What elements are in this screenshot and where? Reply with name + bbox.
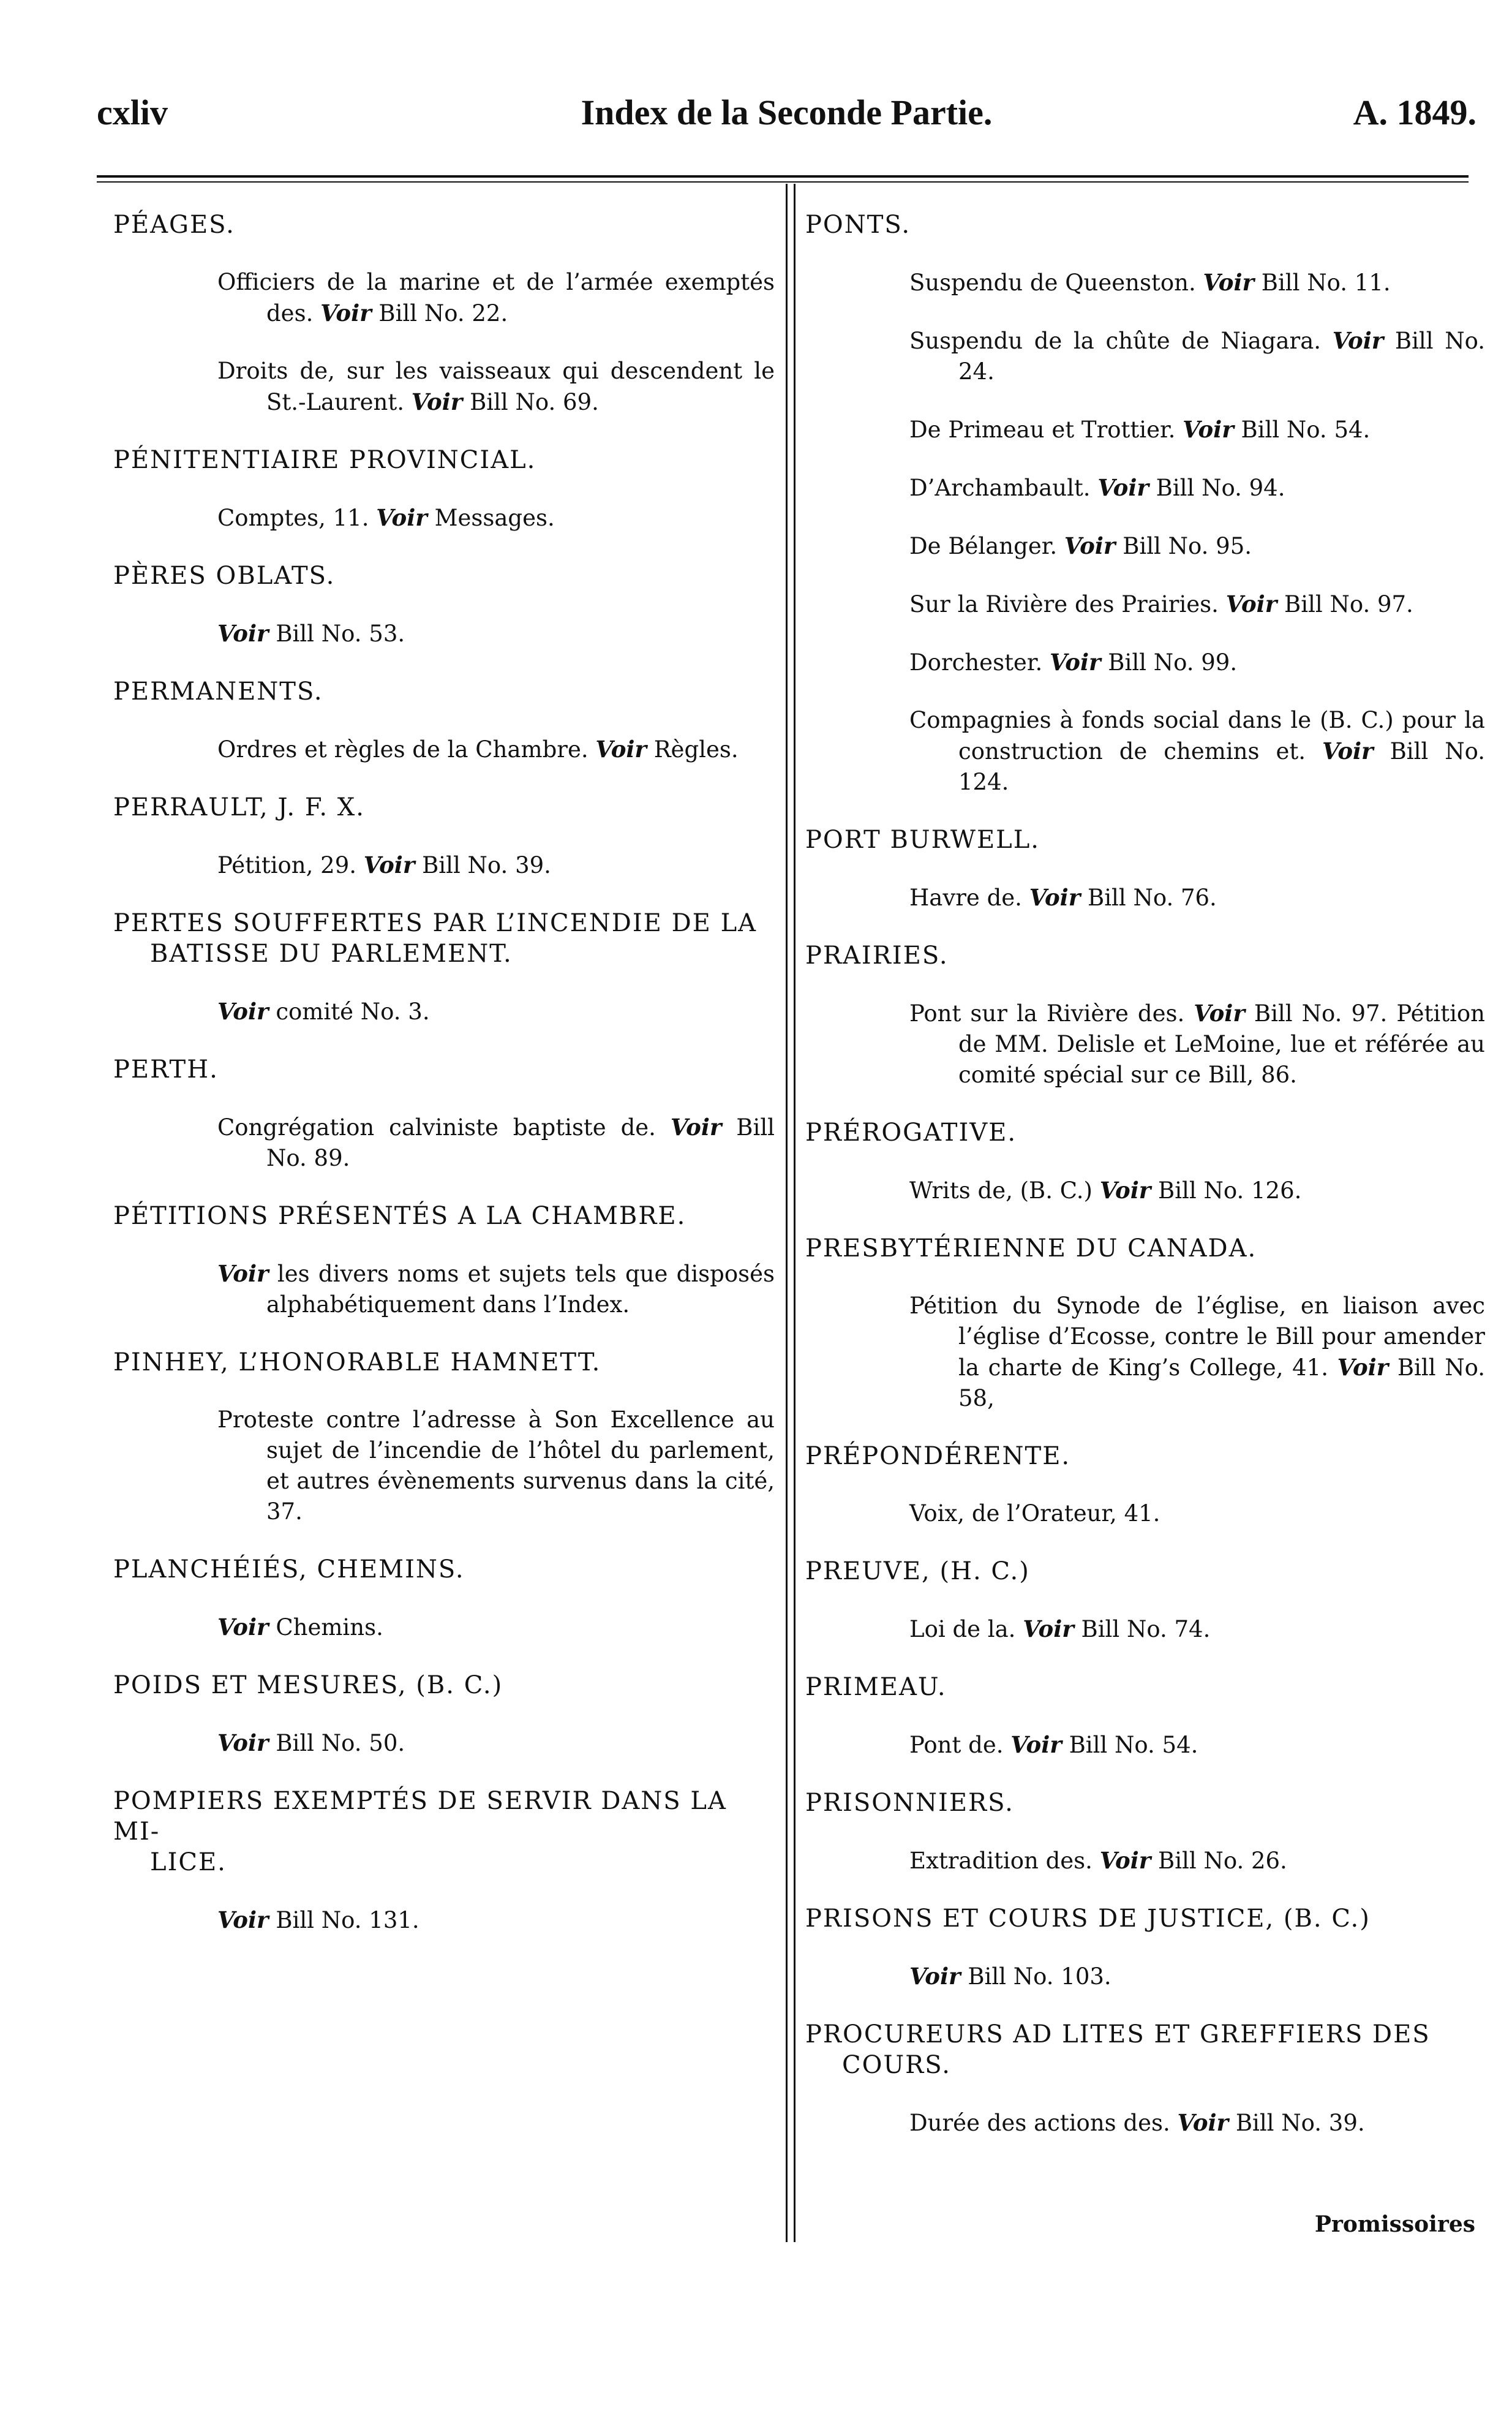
subentry-text: Pont sur la Rivière des.: [909, 1000, 1185, 1027]
entry-heading: [805, 1903, 1485, 1934]
entry-heading-text: PERMANENTS.: [113, 678, 323, 706]
subentry-reference: Bill No. 39.: [1235, 2110, 1365, 2136]
subentry-text: Pétition, 29.: [217, 852, 357, 878]
page-number: cxliv: [97, 93, 168, 132]
index-entry: [113, 676, 775, 765]
subentry-text: Extradition des.: [909, 1848, 1093, 1874]
voir-reference: Voir: [1099, 1177, 1151, 1204]
subentry-text: Dorchester.: [909, 649, 1043, 676]
subentry-reference: Chemins.: [276, 1614, 383, 1641]
entry-subentry: [217, 1612, 775, 1643]
index-entry: [805, 1788, 1485, 1876]
voir-reference: Voir: [1064, 532, 1116, 559]
subentry-text: Pont de.: [909, 1732, 1004, 1758]
entry-heading-text: PÉAGES.: [113, 211, 235, 239]
entry-subentry: [217, 267, 775, 329]
subentry-text: Droits de, sur les vaisseaux qui descendent le St.-Laurent.: [217, 358, 775, 415]
entry-heading: [113, 1554, 775, 1585]
entry-heading: [113, 1054, 775, 1085]
voir-reference: Voir: [1322, 738, 1374, 765]
entry-subentry: [217, 850, 775, 881]
index-entry: [113, 1347, 775, 1527]
subentry-reference: Bill No. 54.: [1069, 1732, 1198, 1758]
subentry-reference: Bill No. 22.: [378, 300, 508, 327]
column-divider: [786, 184, 795, 2242]
index-entry: [805, 210, 1485, 798]
entry-heading: [113, 561, 775, 591]
entry-heading-text: PÈRES OBLATS.: [113, 562, 336, 590]
index-entry: [805, 1556, 1485, 1645]
entry-heading-text: PÉNITENTIAIRE PROVINCIAL.: [113, 446, 536, 474]
entry-heading-text: PÉTITIONS PRÉSENTÉS A LA CHAMBRE.: [113, 1202, 686, 1230]
entry-subentry: [909, 589, 1485, 620]
left-column: [113, 196, 775, 1936]
subentry-text: Voix, de l’Orateur, 41.: [909, 1500, 1160, 1527]
subentry-text: Pétition du Synode de l’église, en liaison avec l’église d’Ecosse, contre le Bill pour amender la charte de King’s College, 41.: [909, 1293, 1485, 1381]
entry-heading-text: PLANCHÉIÉS, CHEMINS.: [113, 1555, 465, 1584]
subentry-reference: Bill No. 76.: [1088, 885, 1217, 911]
voir-reference: Voir: [1183, 416, 1234, 443]
index-entry: [113, 1670, 775, 1759]
subentry-text: Writs de, (B. C.): [909, 1177, 1093, 1204]
entry-heading: [113, 1201, 775, 1231]
voir-reference: Voir: [670, 1114, 722, 1141]
subentry-reference: Bill No. 97.: [1284, 591, 1413, 617]
subentry-text: D’Archambault.: [909, 475, 1091, 501]
entry-subentry: [909, 2107, 1485, 2139]
voir-reference: Voir: [1177, 2109, 1229, 2136]
subentry-reference: Bill No. 94.: [1156, 475, 1285, 501]
subentry-text: Protestе contre l’adresse à Son Excellence au sujet de l’incendie de l’hôtel du parlement, et autres évènements survenus dans la cité, 37.: [217, 1407, 775, 1525]
voir-reference: Voir: [1225, 591, 1277, 617]
voir-reference: Voir: [1194, 1000, 1245, 1027]
entry-subentry: [217, 618, 775, 649]
entry-heading: [113, 908, 775, 969]
voir-reference: Voir: [217, 1729, 269, 1756]
entry-heading: [113, 1347, 775, 1378]
subentry-reference: Bill No. 95.: [1123, 533, 1252, 559]
entry-heading: [113, 445, 775, 475]
voir-reference: Voir: [1023, 1615, 1074, 1642]
entry-subentry: [217, 996, 775, 1027]
entry-heading-text: PERTH.: [113, 1055, 219, 1084]
subentry-reference: Bill No. 26.: [1158, 1848, 1287, 1874]
entry-heading: [805, 1556, 1485, 1587]
entry-subentry: [217, 1258, 775, 1320]
voir-reference: Voir: [217, 1906, 269, 1933]
entry-heading-continuation: LICE.: [150, 1848, 227, 1876]
subentry-reference: Bill No. 24.: [958, 328, 1486, 385]
entry-heading: [805, 1233, 1485, 1264]
entry-heading: [805, 1117, 1485, 1148]
entry-subentry: [217, 1905, 775, 1936]
subentry-reference: Bill No. 99.: [1108, 649, 1238, 676]
index-entry: [113, 1201, 775, 1320]
entry-heading-continuation: BATISSE DU PARLEMENT.: [150, 940, 513, 968]
subentry-reference: Messages.: [434, 505, 555, 531]
subentry-text: Ordres et règles de la Chambre.: [217, 736, 589, 763]
year: A. 1849.: [1353, 93, 1476, 132]
subentry-reference: Bill No. 126.: [1158, 1177, 1302, 1204]
index-entry: [113, 561, 775, 649]
index-entry: [113, 445, 775, 534]
subentry-text: Loi de la.: [909, 1616, 1016, 1642]
index-entry: [113, 908, 775, 1027]
index-entry: [805, 940, 1485, 1090]
voir-reference: Voir: [1099, 1847, 1151, 1874]
subentry-reference: Bill No. 39.: [422, 852, 551, 878]
subentry-reference: Bill No. 74.: [1081, 1616, 1211, 1642]
subentry-reference: Bill No. 69.: [470, 389, 599, 415]
subentry-reference: Bill No. 53.: [276, 621, 405, 647]
entry-subentry: [909, 472, 1485, 504]
entry-heading-text: PRISONNIERS.: [805, 1789, 1014, 1817]
subentry-reference: Bill No. 124.: [958, 738, 1486, 795]
voir-reference: Voir: [217, 998, 269, 1025]
right-column: [805, 196, 1485, 2139]
entry-subentry: [217, 734, 775, 765]
entry-heading-text: PINHEY, L’HONORABLE HAMNETT.: [113, 1348, 601, 1376]
entry-heading-text: PRIMEAU.: [805, 1673, 947, 1701]
voir-reference: Voir: [217, 1260, 269, 1287]
entry-subentry: [909, 647, 1485, 678]
subentry-text: Havre de.: [909, 885, 1022, 911]
voir-reference: Voir: [909, 1963, 961, 1990]
entry-subentry: [909, 1498, 1485, 1529]
subentry-reference: Bill No. 11.: [1261, 270, 1391, 296]
entry-subentry: [909, 1291, 1485, 1414]
subentry-reference: Règles.: [653, 736, 739, 763]
subentry-text: De Bélanger.: [909, 533, 1058, 559]
voir-reference: Voir: [1029, 884, 1081, 911]
subentry-reference: Bill No. 58,: [958, 1354, 1485, 1411]
entry-heading: [113, 792, 775, 823]
entry-subentry: [909, 267, 1485, 298]
entry-heading: [113, 1786, 775, 1878]
entry-subentry: [909, 414, 1485, 445]
page-title: Index de la Seconde Partie.: [581, 93, 993, 132]
entry-subentry: [909, 1175, 1485, 1206]
entry-subentry: [909, 1614, 1485, 1645]
entry-heading-text: PRESBYTÉRIENNE DU CANADA.: [805, 1234, 1257, 1263]
entry-subentry: [909, 1729, 1485, 1761]
voir-reference: Voir: [1337, 1354, 1389, 1381]
entry-heading-text: PRISONS ET COURS DE JUSTICE, (B. C.): [805, 1905, 1371, 1933]
index-entry: [805, 825, 1485, 913]
header-rule-thick: [97, 175, 1469, 178]
subentry-text: Comptes, 11.: [217, 505, 369, 531]
subentry-reference: Bill No. 89.: [266, 1114, 775, 1171]
entry-heading: [805, 2019, 1485, 2080]
entry-heading-continuation: COURS.: [842, 2051, 951, 2079]
index-entry: [805, 1441, 1485, 1529]
entry-heading: [805, 1672, 1485, 1702]
header-rule-thin: [97, 181, 1469, 183]
voir-reference: Voir: [1097, 474, 1149, 501]
voir-reference: Voir: [217, 1614, 269, 1641]
entry-heading-text: PERRAULT, J. F. X.: [113, 793, 365, 821]
voir-reference: Voir: [1010, 1731, 1062, 1758]
entry-subentry: [909, 1961, 1485, 1992]
entry-subentry: [217, 1405, 775, 1527]
catchword: Promissoires: [1314, 2211, 1475, 2237]
entry-heading: [113, 210, 775, 240]
entry-heading-text: PORT BURWELL.: [805, 826, 1040, 854]
voir-reference: Voir: [363, 852, 415, 878]
subentry-text: Sur la Rivière des Prairies.: [909, 591, 1219, 617]
entry-heading: [113, 1670, 775, 1701]
subentry-text: De Primeau et Trottier.: [909, 417, 1176, 443]
index-entry: [805, 1903, 1485, 1992]
entry-subentry: [909, 325, 1485, 387]
entry-heading-text: PONTS.: [805, 211, 911, 239]
subentry-reference: Bill No. 54.: [1241, 417, 1371, 443]
voir-reference: Voir: [595, 736, 647, 763]
voir-reference: Voir: [217, 620, 269, 647]
subentry-text: Suspendu de la chûte de Niagara.: [909, 328, 1322, 354]
entry-heading: [805, 825, 1485, 855]
entry-heading-text: POIDS ET MESURES, (B. C.): [113, 1671, 503, 1699]
entry-subentry: [909, 882, 1485, 913]
subentry-text: Durée des actions des.: [909, 2110, 1170, 2136]
subentry-reference: Bill No. 50.: [276, 1730, 405, 1756]
entry-heading-text: PRAIRIES.: [805, 942, 949, 970]
subentry-text: Officiers de la marine et de l’armée exemptés des.: [217, 269, 775, 327]
entry-subentry: [909, 705, 1485, 798]
subentry-reference: Bill No. 97. Pétition de MM. Delisle et LeMoine, lue et référée au comité spécial sur ce Bill, 86.: [958, 1000, 1486, 1088]
voir-reference: Voir: [1203, 269, 1255, 296]
index-entry: [113, 1786, 775, 1936]
voir-reference: Voir: [376, 504, 427, 531]
voir-reference: Voir: [1332, 327, 1384, 354]
entry-heading: [805, 210, 1485, 240]
entry-subentry: [909, 1845, 1485, 1876]
entry-heading: [805, 940, 1485, 971]
index-entry: [113, 210, 775, 418]
index-entry: [805, 2019, 1485, 2139]
entry-heading-text: PRÉPONDÉRENTE.: [805, 1442, 1071, 1470]
index-entry: [805, 1672, 1485, 1761]
entry-heading-text: PERTES SOUFFERTES PAR L’INCENDIE DE LA: [113, 909, 758, 937]
voir-reference: Voir: [411, 388, 463, 415]
subentry-reference: les divers noms et sujets tels que disposés alphabétiquement dans l’Index.: [266, 1261, 775, 1318]
entry-subentry: [217, 1112, 775, 1174]
subentry-reference: Bill No. 103.: [968, 1963, 1111, 1990]
running-header: [97, 92, 1476, 159]
entry-heading-text: PREUVE, (H. C.): [805, 1557, 1030, 1585]
entry-heading-text: PRÉROGATIVE.: [805, 1119, 1017, 1147]
entry-heading-text: POMPIERS EXEMPTÉS DE SERVIR DANS LA MI-: [113, 1787, 727, 1846]
subentry-text: Congrégation calviniste baptiste de.: [217, 1114, 656, 1141]
subentry-reference: Bill No. 131.: [276, 1907, 419, 1933]
subentry-text: Compagnies à fonds social dans le (B. C.) pour la construction de chemins et.: [909, 707, 1485, 765]
index-entry: [113, 1554, 775, 1643]
index-entry: [113, 792, 775, 881]
voir-reference: Voir: [320, 300, 372, 327]
entry-subentry: [217, 1728, 775, 1759]
index-entry: [805, 1233, 1485, 1414]
subentry-text: Suspendu de Queenston.: [909, 270, 1196, 296]
entry-heading: [805, 1788, 1485, 1818]
index-entry: [113, 1054, 775, 1174]
index-entry: [805, 1117, 1485, 1206]
entry-heading: [113, 676, 775, 707]
subentry-reference: comité No. 3.: [276, 999, 430, 1025]
entry-subentry: [217, 502, 775, 534]
entry-subentry: [909, 998, 1485, 1090]
entry-subentry: [217, 356, 775, 418]
entry-subentry: [909, 531, 1485, 562]
voir-reference: Voir: [1049, 649, 1101, 676]
entry-heading: [805, 1441, 1485, 1471]
entry-heading-text: PROCUREURS AD LITES ET GREFFIERS DES: [805, 2020, 1431, 2049]
